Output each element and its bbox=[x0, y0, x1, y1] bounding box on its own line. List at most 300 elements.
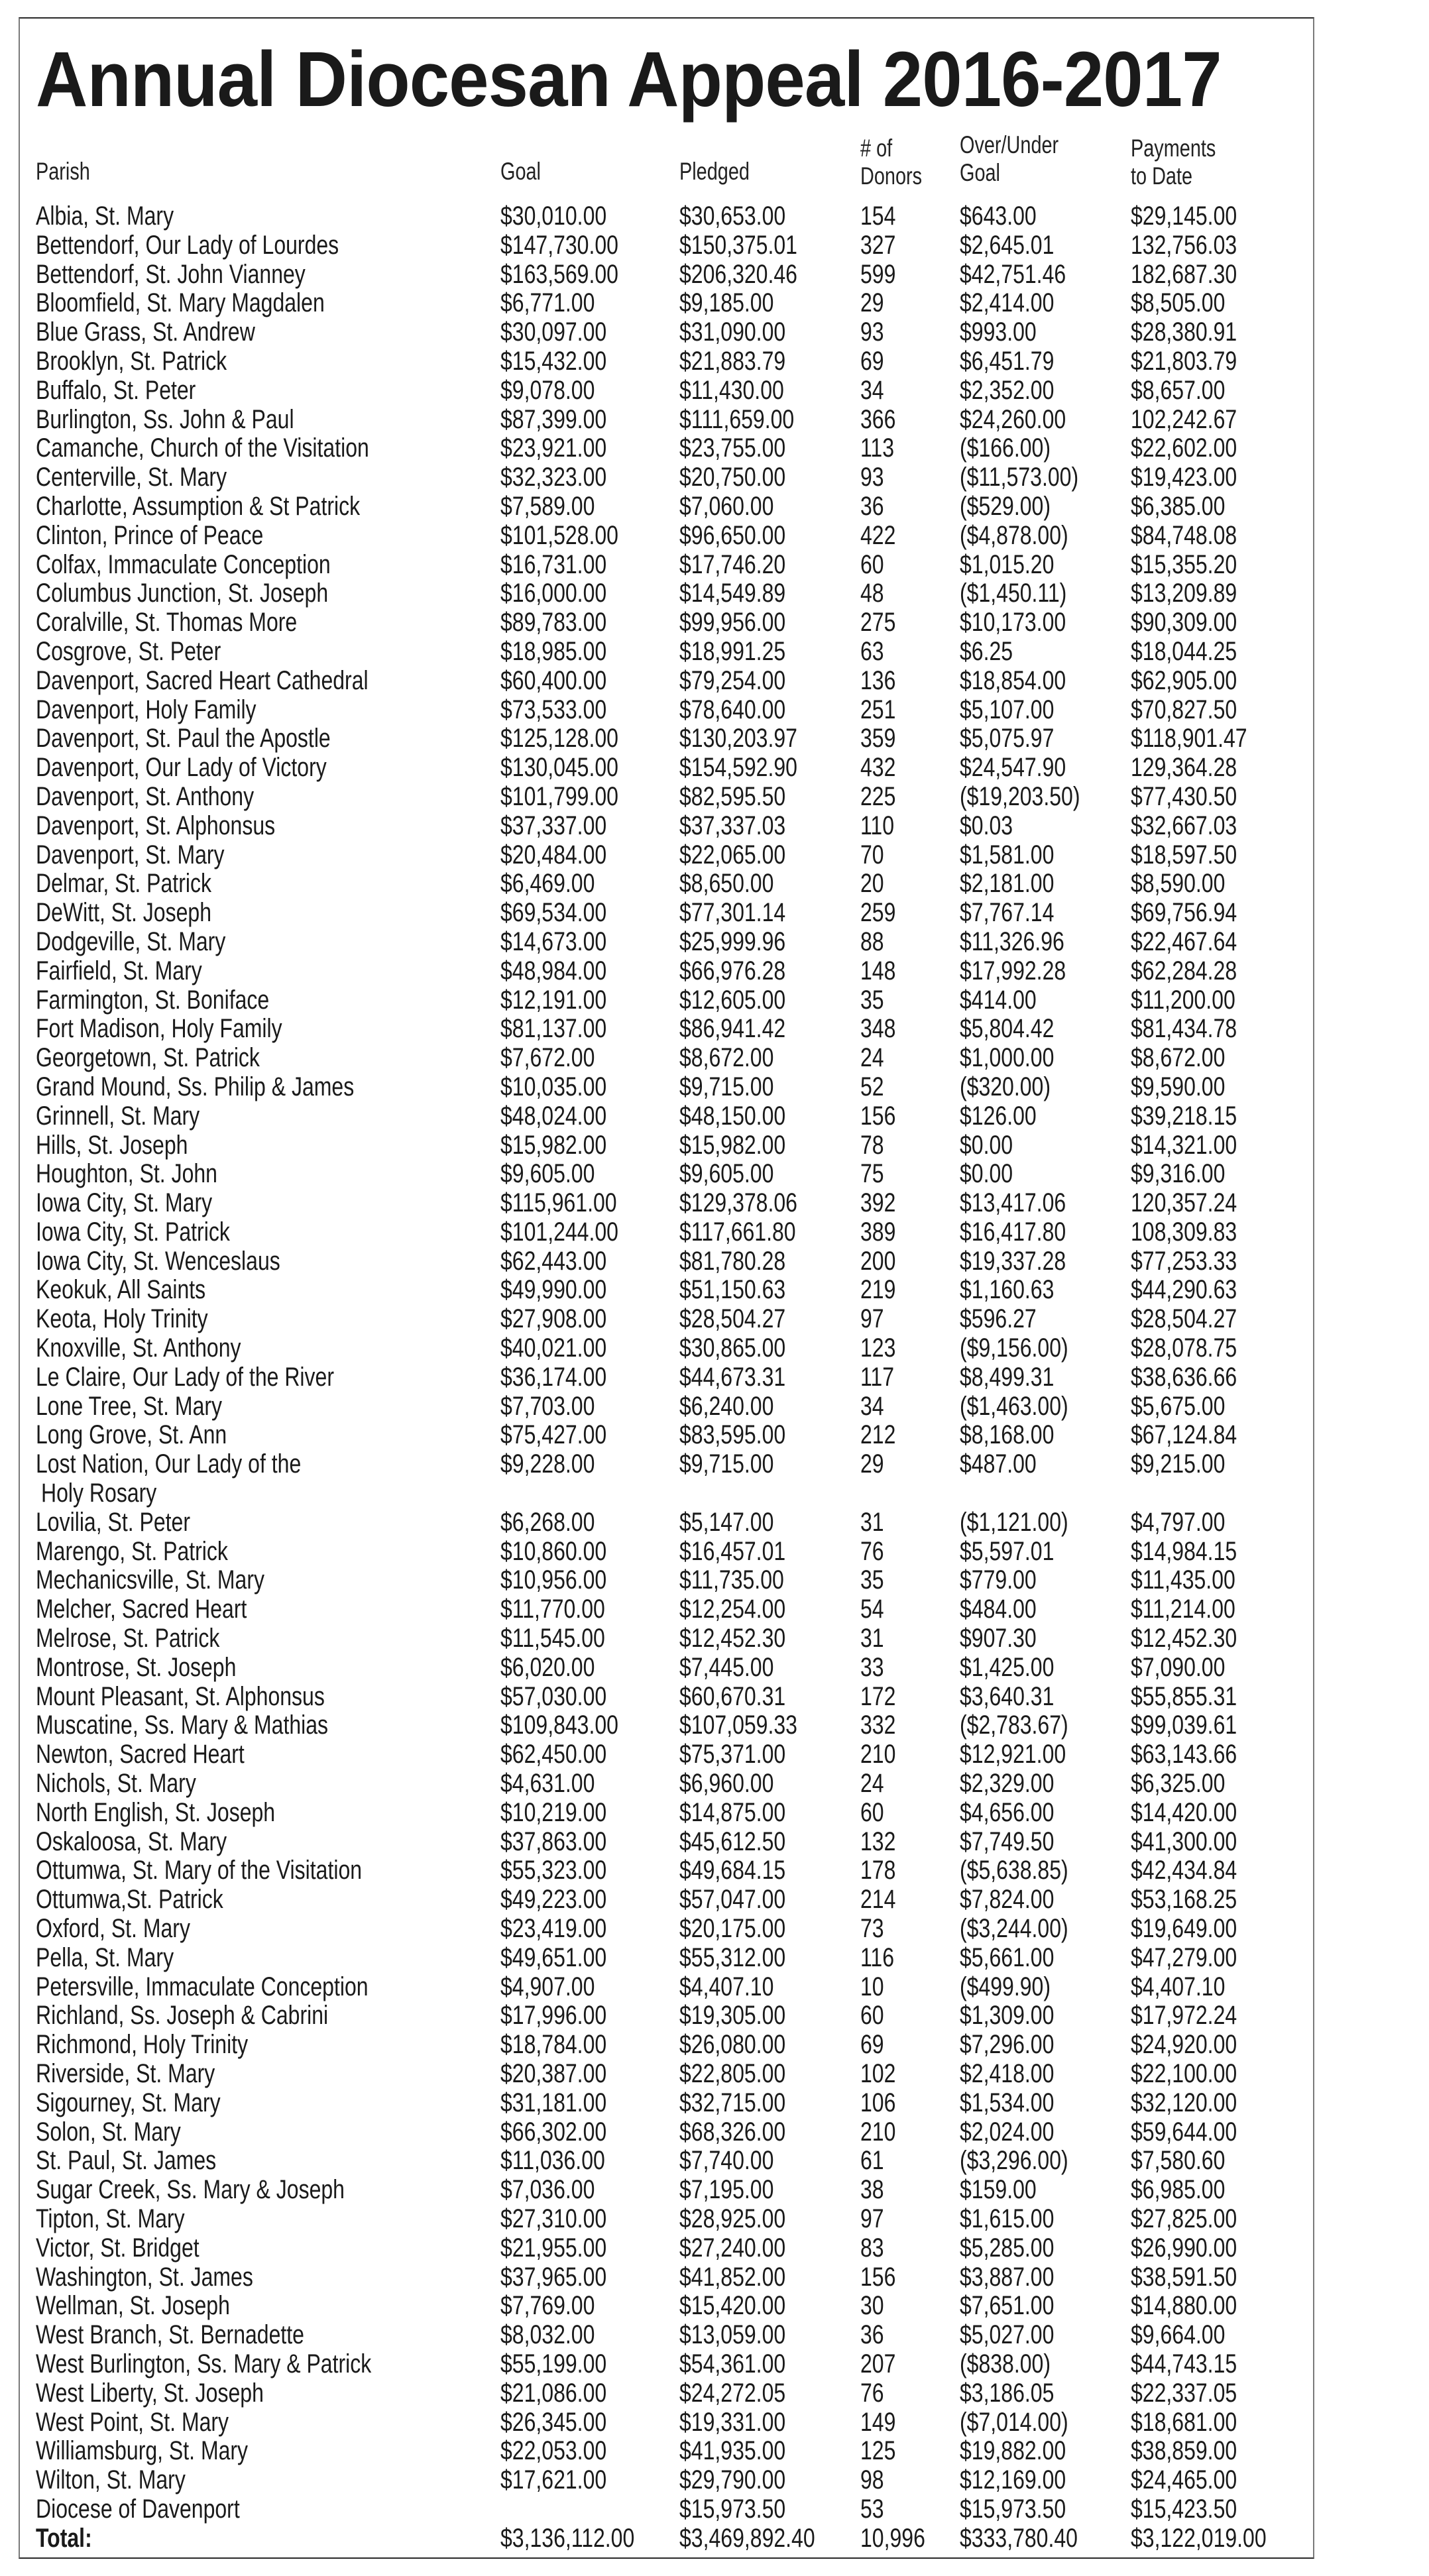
over-under-cell: ($5,638.85) bbox=[960, 1856, 1068, 1885]
over-under-cell: ($3,296.00) bbox=[960, 2146, 1068, 2176]
goal-cell: $31,181.00 bbox=[500, 2088, 607, 2117]
donors-cell: 259 bbox=[860, 898, 896, 928]
parish-cell: Fort Madison, Holy Family bbox=[36, 1014, 282, 1044]
over-under-cell: $2,181.00 bbox=[960, 869, 1055, 899]
payments-cell: $22,337.05 bbox=[1131, 2378, 1237, 2408]
table-row bbox=[0, 2466, 1429, 2495]
goal-cell: $49,990.00 bbox=[500, 1275, 607, 1305]
pledged-cell: $9,715.00 bbox=[679, 1449, 774, 1479]
pledged-cell: $20,175.00 bbox=[679, 1914, 786, 1944]
donors-cell: 154 bbox=[860, 201, 896, 231]
table-row bbox=[0, 1799, 1429, 1828]
payments-cell: $19,423.00 bbox=[1131, 463, 1237, 492]
over-under-cell: $24,547.90 bbox=[960, 753, 1066, 783]
donors-cell: 48 bbox=[860, 579, 884, 608]
goal-cell: $9,605.00 bbox=[500, 1159, 595, 1189]
payments-cell: 182,687.30 bbox=[1131, 259, 1237, 289]
payments-cell: $4,407.10 bbox=[1131, 1972, 1226, 2001]
parish-cell: Houghton, St. John bbox=[36, 1159, 217, 1189]
pledged-cell: $15,973.50 bbox=[679, 2494, 786, 2524]
parish-cell: Farmington, St. Boniface bbox=[36, 985, 270, 1015]
donors-cell: 10 bbox=[860, 1972, 884, 2001]
table-row bbox=[0, 1856, 1429, 1885]
donors-cell: 219 bbox=[860, 1275, 896, 1305]
goal-cell: $60,400.00 bbox=[500, 665, 607, 695]
pledged-cell: $78,640.00 bbox=[679, 695, 786, 724]
over-under-cell: $0.00 bbox=[960, 1159, 1013, 1189]
pledged-cell: $206,320.46 bbox=[679, 259, 797, 289]
payments-cell: $47,279.00 bbox=[1131, 1942, 1237, 1972]
over-under-cell: ($9,156.00) bbox=[960, 1333, 1068, 1363]
parish-cell: Washington, St. James bbox=[36, 2262, 253, 2292]
pledged-cell: $150,375.01 bbox=[679, 230, 797, 260]
table-row bbox=[0, 2234, 1429, 2263]
donors-cell: 61 bbox=[860, 2146, 884, 2176]
goal-cell: $7,672.00 bbox=[500, 1043, 595, 1073]
total-pledged: $3,469,892.40 bbox=[679, 2523, 815, 2553]
pledged-cell: $11,735.00 bbox=[679, 1565, 784, 1595]
over-under-cell: $8,168.00 bbox=[960, 1420, 1055, 1450]
donors-cell: 54 bbox=[860, 1595, 884, 1624]
donors-cell: 156 bbox=[860, 2262, 896, 2292]
over-under-cell: $779.00 bbox=[960, 1565, 1037, 1595]
parish-cell: Grinnell, St. Mary bbox=[36, 1101, 200, 1131]
pledged-cell: $55,312.00 bbox=[679, 1942, 786, 1972]
parish-cell: Davenport, Our Lady of Victory bbox=[36, 753, 327, 783]
table-row bbox=[0, 434, 1429, 463]
goal-cell: $69,534.00 bbox=[500, 898, 607, 928]
donors-cell: 172 bbox=[860, 1681, 896, 1711]
pledged-cell: $49,684.15 bbox=[679, 1856, 786, 1885]
table-row bbox=[0, 1247, 1429, 1276]
donors-cell: 123 bbox=[860, 1333, 896, 1363]
payments-cell: $7,090.00 bbox=[1131, 1652, 1226, 1682]
pledged-cell: $7,195.00 bbox=[679, 2175, 774, 2205]
goal-cell: $14,673.00 bbox=[500, 926, 607, 956]
parish-cell: Burlington, Ss. John & Paul bbox=[36, 404, 294, 434]
over-under-cell: ($11,573.00) bbox=[960, 463, 1079, 492]
pledged-cell: $7,445.00 bbox=[679, 1652, 774, 1682]
payments-cell: $24,920.00 bbox=[1131, 2030, 1237, 2060]
over-under-cell: $18,854.00 bbox=[960, 665, 1066, 695]
pledged-cell: $130,203.97 bbox=[679, 724, 797, 754]
table-row bbox=[0, 2060, 1429, 2089]
payments-cell: $28,078.75 bbox=[1131, 1333, 1237, 1363]
table-row bbox=[0, 463, 1429, 492]
goal-cell: $20,387.00 bbox=[500, 2059, 607, 2088]
pledged-cell: $12,254.00 bbox=[679, 1595, 786, 1624]
donors-cell: 20 bbox=[860, 869, 884, 899]
parish-cell: Riverside, St. Mary bbox=[36, 2059, 215, 2088]
goal-cell: $147,730.00 bbox=[500, 230, 618, 260]
over-under-cell: $1,309.00 bbox=[960, 2001, 1055, 2031]
header-pledged: Pledged bbox=[679, 158, 750, 185]
parish-cell: West Liberty, St. Joseph bbox=[36, 2378, 264, 2408]
parish-cell: Wellman, St. Joseph bbox=[36, 2291, 230, 2321]
pledged-cell: $6,240.00 bbox=[679, 1391, 774, 1421]
donors-cell: 69 bbox=[860, 2030, 884, 2060]
table-row bbox=[0, 1740, 1429, 1769]
payments-cell: $21,803.79 bbox=[1131, 346, 1237, 376]
pledged-cell: $14,875.00 bbox=[679, 1797, 786, 1827]
parish-cell: Ottumwa,St. Patrick bbox=[36, 1885, 223, 1915]
table-row bbox=[0, 783, 1429, 812]
table-row bbox=[0, 2408, 1429, 2437]
over-under-cell: $5,107.00 bbox=[960, 695, 1055, 724]
goal-cell: $130,045.00 bbox=[500, 753, 618, 783]
pledged-cell: $20,750.00 bbox=[679, 463, 786, 492]
goal-cell: $6,469.00 bbox=[500, 869, 595, 899]
payments-cell: $77,430.50 bbox=[1131, 781, 1237, 811]
donors-cell: 251 bbox=[860, 695, 896, 724]
goal-cell: $30,010.00 bbox=[500, 201, 607, 231]
payments-cell: $6,385.00 bbox=[1131, 491, 1226, 521]
payments-cell: $8,657.00 bbox=[1131, 375, 1226, 405]
table-row bbox=[0, 1885, 1429, 1915]
goal-cell: $16,000.00 bbox=[500, 579, 607, 608]
over-under-cell: ($1,121.00) bbox=[960, 1507, 1068, 1537]
payments-cell: $69,756.94 bbox=[1131, 898, 1237, 928]
donors-cell: 110 bbox=[860, 811, 895, 840]
table-row bbox=[0, 1363, 1429, 1392]
parish-cell: Keota, Holy Trinity bbox=[36, 1304, 208, 1334]
donors-cell: 432 bbox=[860, 753, 896, 783]
payments-cell: $63,143.66 bbox=[1131, 1740, 1237, 1769]
payments-cell: 129,364.28 bbox=[1131, 753, 1237, 783]
parish-cell: Oxford, St. Mary bbox=[36, 1914, 190, 1944]
goal-cell: $12,191.00 bbox=[500, 985, 607, 1015]
payments-cell: $44,743.15 bbox=[1131, 2349, 1237, 2379]
parish-cell: Iowa City, St. Wenceslaus bbox=[36, 1246, 280, 1276]
donors-cell: 83 bbox=[860, 2233, 884, 2263]
payments-cell: $81,434.78 bbox=[1131, 1014, 1237, 1044]
goal-cell: $23,921.00 bbox=[500, 433, 607, 463]
table-row bbox=[0, 492, 1429, 522]
over-under-cell: $19,882.00 bbox=[960, 2436, 1066, 2466]
donors-cell: 60 bbox=[860, 1797, 884, 1827]
parish-cell: Wilton, St. Mary bbox=[36, 2465, 186, 2495]
payments-cell: 132,756.03 bbox=[1131, 230, 1237, 260]
pledged-cell: $48,150.00 bbox=[679, 1101, 786, 1131]
parish-cell: Fairfield, St. Mary bbox=[36, 956, 202, 985]
donors-cell: 33 bbox=[860, 1652, 884, 1682]
payments-cell: $18,681.00 bbox=[1131, 2407, 1237, 2437]
goal-cell: $17,996.00 bbox=[500, 2001, 607, 2031]
donors-cell: 36 bbox=[860, 491, 884, 521]
goal-cell: $101,799.00 bbox=[500, 781, 618, 811]
payments-cell: $28,380.91 bbox=[1131, 317, 1237, 347]
parish-cell: Bloomfield, St. Mary Magdalen bbox=[36, 288, 325, 318]
payments-cell: $62,905.00 bbox=[1131, 665, 1237, 695]
parish-cell: Muscatine, Ss. Mary & Mathias bbox=[36, 1710, 329, 1740]
donors-cell: 125 bbox=[860, 2436, 896, 2466]
table-row bbox=[0, 2118, 1429, 2147]
goal-cell: $57,030.00 bbox=[500, 1681, 607, 1711]
pledged-cell: $129,378.06 bbox=[679, 1188, 797, 1218]
over-under-cell: $42,751.46 bbox=[960, 259, 1066, 289]
table-row bbox=[0, 638, 1429, 667]
over-under-cell: $2,024.00 bbox=[960, 2117, 1055, 2147]
goal-cell: $10,035.00 bbox=[500, 1072, 607, 1101]
payments-cell: $39,218.15 bbox=[1131, 1101, 1237, 1131]
over-under-cell: $0.03 bbox=[960, 811, 1013, 840]
donors-cell: 275 bbox=[860, 608, 896, 638]
parish-cell: Albia, St. Mary bbox=[36, 201, 174, 231]
parish-cell: Diocese of Davenport bbox=[36, 2494, 240, 2524]
table-row bbox=[0, 202, 1429, 231]
goal-cell: $11,036.00 bbox=[500, 2146, 605, 2176]
goal-cell: $15,982.00 bbox=[500, 1130, 607, 1160]
over-under-cell: $1,015.20 bbox=[960, 549, 1055, 579]
parish-cell: Coralville, St. Thomas More bbox=[36, 608, 298, 638]
donors-cell: 348 bbox=[860, 1014, 896, 1044]
payments-cell: $8,505.00 bbox=[1131, 288, 1226, 318]
donors-cell: 148 bbox=[860, 956, 896, 985]
payments-cell: $5,675.00 bbox=[1131, 1391, 1226, 1421]
parish-cell: Davenport, Sacred Heart Cathedral bbox=[36, 665, 369, 695]
payments-cell: $7,580.60 bbox=[1131, 2146, 1226, 2176]
goal-cell: $7,769.00 bbox=[500, 2291, 595, 2321]
parish-cell: Bettendorf, St. John Vianney bbox=[36, 259, 306, 289]
pledged-cell: $11,430.00 bbox=[679, 375, 784, 405]
pledged-cell: $15,420.00 bbox=[679, 2291, 786, 2321]
table-row bbox=[0, 579, 1429, 608]
over-under-cell: $643.00 bbox=[960, 201, 1037, 231]
over-under-cell: $126.00 bbox=[960, 1101, 1037, 1131]
over-under-cell: $596.27 bbox=[960, 1304, 1037, 1334]
pledged-cell: $23,755.00 bbox=[679, 433, 786, 463]
payments-cell: $13,209.89 bbox=[1131, 579, 1237, 608]
over-under-cell: $414.00 bbox=[960, 985, 1037, 1015]
pledged-cell: $7,740.00 bbox=[679, 2146, 774, 2176]
parish-cell: West Burlington, Ss. Mary & Patrick bbox=[36, 2349, 372, 2379]
donors-cell: 207 bbox=[860, 2349, 896, 2379]
parish-cell: Lone Tree, St. Mary bbox=[36, 1391, 223, 1421]
over-under-cell: ($4,878.00) bbox=[960, 520, 1068, 550]
over-under-cell: $2,418.00 bbox=[960, 2059, 1055, 2088]
page-title: Annual Diocesan Appeal 2016-2017 bbox=[36, 36, 1222, 123]
goal-cell: $9,078.00 bbox=[500, 375, 595, 405]
payments-cell: $11,200.00 bbox=[1131, 985, 1235, 1015]
payments-cell: $19,649.00 bbox=[1131, 1914, 1237, 1944]
table-row bbox=[0, 2176, 1429, 2205]
goal-cell: $20,484.00 bbox=[500, 840, 607, 869]
payments-cell: $27,825.00 bbox=[1131, 2204, 1237, 2233]
goal-cell: $6,771.00 bbox=[500, 288, 595, 318]
goal-cell: $49,223.00 bbox=[500, 1885, 607, 1915]
parish-cell: Melrose, St. Patrick bbox=[36, 1624, 220, 1653]
donors-cell: 29 bbox=[860, 1449, 884, 1479]
goal-cell: $18,784.00 bbox=[500, 2030, 607, 2060]
table-row bbox=[0, 1769, 1429, 1799]
donors-cell: 599 bbox=[860, 259, 896, 289]
payments-cell: $14,984.15 bbox=[1131, 1536, 1237, 1566]
over-under-cell: $19,337.28 bbox=[960, 1246, 1066, 1276]
over-under-cell: $5,804.42 bbox=[960, 1014, 1055, 1044]
payments-cell: $77,253.33 bbox=[1131, 1246, 1237, 1276]
over-under-cell: $907.30 bbox=[960, 1624, 1037, 1653]
payments-cell: $9,590.00 bbox=[1131, 1072, 1226, 1101]
payments-cell: $8,672.00 bbox=[1131, 1043, 1226, 1073]
over-under-cell: $3,186.05 bbox=[960, 2378, 1055, 2408]
goal-cell: $7,036.00 bbox=[500, 2175, 595, 2205]
table-row bbox=[0, 2379, 1429, 2408]
over-under-cell: $1,615.00 bbox=[960, 2204, 1055, 2233]
pledged-cell: $51,150.63 bbox=[679, 1275, 786, 1305]
parish-cell: Grand Mound, Ss. Philip & James bbox=[36, 1072, 355, 1101]
pledged-cell: $117,661.80 bbox=[679, 1217, 796, 1247]
payments-cell: $17,972.24 bbox=[1131, 2001, 1237, 2031]
payments-cell: $18,597.50 bbox=[1131, 840, 1237, 869]
donors-cell: 210 bbox=[860, 1740, 896, 1769]
table-row bbox=[0, 289, 1429, 318]
parish-cell: Richland, Ss. Joseph & Cabrini bbox=[36, 2001, 329, 2031]
pledged-cell: $5,147.00 bbox=[679, 1507, 774, 1537]
header-over-under-line2: Goal bbox=[960, 159, 1000, 186]
pledged-cell: $28,504.27 bbox=[679, 1304, 786, 1334]
total-row bbox=[0, 2524, 1429, 2553]
parish-cell: Blue Grass, St. Andrew bbox=[36, 317, 255, 347]
payments-cell: $62,284.28 bbox=[1131, 956, 1237, 985]
payments-cell: $118,901.47 bbox=[1131, 724, 1247, 754]
payments-cell: $9,215.00 bbox=[1131, 1449, 1226, 1479]
table-row bbox=[0, 1624, 1429, 1653]
header-goal: Goal bbox=[500, 158, 541, 185]
donors-cell: 75 bbox=[860, 1159, 884, 1189]
pledged-cell: $81,780.28 bbox=[679, 1246, 786, 1276]
table-row bbox=[0, 1131, 1429, 1160]
parish-cell: Centerville, St. Mary bbox=[36, 463, 227, 492]
goal-cell: $10,956.00 bbox=[500, 1565, 607, 1595]
goal-cell: $40,021.00 bbox=[500, 1333, 607, 1363]
goal-cell: $10,219.00 bbox=[500, 1797, 607, 1827]
payments-cell: $22,602.00 bbox=[1131, 433, 1237, 463]
over-under-cell: $11,326.96 bbox=[960, 926, 1064, 956]
goal-cell: $75,427.00 bbox=[500, 1420, 607, 1450]
table-row bbox=[0, 2350, 1429, 2379]
over-under-cell: $7,651.00 bbox=[960, 2291, 1055, 2321]
table-row bbox=[0, 1334, 1429, 1363]
pledged-cell: $8,650.00 bbox=[679, 869, 774, 899]
parish-cell: Charlotte, Assumption & St Patrick bbox=[36, 491, 361, 521]
payments-cell: $53,168.25 bbox=[1131, 1885, 1237, 1915]
pledged-cell: $45,612.50 bbox=[679, 1826, 786, 1856]
parish-cell: Iowa City, St. Patrick bbox=[36, 1217, 230, 1247]
payments-cell: $11,214.00 bbox=[1131, 1595, 1235, 1624]
pledged-cell: $86,941.42 bbox=[679, 1014, 786, 1044]
parish-cell: Clinton, Prince of Peace bbox=[36, 520, 264, 550]
donors-cell: 113 bbox=[860, 433, 895, 463]
donors-cell: 34 bbox=[860, 375, 884, 405]
donors-cell: 97 bbox=[860, 1304, 884, 1334]
pledged-cell: $79,254.00 bbox=[679, 665, 786, 695]
pledged-cell: $96,650.00 bbox=[679, 520, 786, 550]
parish-cell: Long Grove, St. Ann bbox=[36, 1420, 227, 1450]
parish-cell: Dodgeville, St. Mary bbox=[36, 926, 226, 956]
payments-cell: $14,420.00 bbox=[1131, 1797, 1237, 1827]
payments-cell: $32,667.03 bbox=[1131, 811, 1237, 840]
payments-cell: $70,827.50 bbox=[1131, 695, 1237, 724]
table-row-continuation bbox=[0, 1479, 1429, 1508]
donors-cell: 116 bbox=[860, 1942, 895, 1972]
donors-cell: 53 bbox=[860, 2494, 884, 2524]
donors-cell: 35 bbox=[860, 985, 884, 1015]
parish-cell: Petersville, Immaculate Conception bbox=[36, 1972, 369, 2001]
over-under-cell: ($1,450.11) bbox=[960, 579, 1067, 608]
table-row bbox=[0, 2001, 1429, 2031]
header-over-under-line1: Over/Under bbox=[960, 131, 1059, 158]
pledged-cell: $44,673.31 bbox=[679, 1362, 786, 1392]
payments-cell: $26,990.00 bbox=[1131, 2233, 1237, 2263]
parish-cell: Melcher, Sacred Heart bbox=[36, 1595, 247, 1624]
donors-cell: 63 bbox=[860, 636, 884, 666]
donors-cell: 31 bbox=[860, 1624, 884, 1653]
over-under-cell: ($529.00) bbox=[960, 491, 1051, 521]
parish-cell: Delmar, St. Patrick bbox=[36, 869, 211, 899]
parish-cell: Mount Pleasant, St. Alphonsus bbox=[36, 1681, 325, 1711]
pledged-cell: $32,715.00 bbox=[679, 2088, 786, 2117]
donors-cell: 149 bbox=[860, 2407, 896, 2437]
parish-cell: Knoxville, St. Anthony bbox=[36, 1333, 241, 1363]
donors-cell: 73 bbox=[860, 1914, 884, 1944]
parish-cell: Williamsburg, St. Mary bbox=[36, 2436, 249, 2466]
pledged-cell: $54,361.00 bbox=[679, 2349, 786, 2379]
table-row bbox=[0, 376, 1429, 406]
pledged-cell: $22,065.00 bbox=[679, 840, 786, 869]
payments-cell: $67,124.84 bbox=[1131, 1420, 1237, 1450]
parish-cell: Lost Nation, Our Lady of the bbox=[36, 1449, 302, 1479]
goal-cell: $89,783.00 bbox=[500, 608, 607, 638]
donors-cell: 70 bbox=[860, 840, 884, 869]
goal-cell: $62,443.00 bbox=[500, 1246, 607, 1276]
table-row bbox=[0, 1160, 1429, 1189]
table-row bbox=[0, 406, 1429, 435]
table-row bbox=[0, 841, 1429, 870]
goal-cell: $16,731.00 bbox=[500, 549, 607, 579]
parish-cell: Georgetown, St. Patrick bbox=[36, 1043, 260, 1073]
goal-cell: $55,323.00 bbox=[500, 1856, 607, 1885]
goal-cell: $21,955.00 bbox=[500, 2233, 607, 2263]
pledged-cell: $26,080.00 bbox=[679, 2030, 786, 2060]
over-under-cell: $5,027.00 bbox=[960, 2320, 1055, 2350]
table-row bbox=[0, 2437, 1429, 2466]
goal-cell: $17,621.00 bbox=[500, 2465, 607, 2495]
donors-cell: 200 bbox=[860, 1246, 896, 1276]
payments-cell: $15,355.20 bbox=[1131, 549, 1237, 579]
donors-cell: 210 bbox=[860, 2117, 896, 2147]
donors-cell: 60 bbox=[860, 2001, 884, 2031]
donors-cell: 102 bbox=[860, 2059, 896, 2088]
pledged-cell: $12,605.00 bbox=[679, 985, 786, 1015]
goal-cell: $48,024.00 bbox=[500, 1101, 607, 1131]
payments-cell: 108,309.83 bbox=[1131, 1217, 1237, 1247]
donors-cell: 212 bbox=[860, 1420, 896, 1450]
over-under-cell: $7,824.00 bbox=[960, 1885, 1055, 1915]
over-under-cell: ($838.00) bbox=[960, 2349, 1051, 2379]
payments-cell: $84,748.08 bbox=[1131, 520, 1237, 550]
over-under-cell: $5,597.01 bbox=[960, 1536, 1055, 1566]
table-row bbox=[0, 551, 1429, 580]
goal-cell: $62,450.00 bbox=[500, 1740, 607, 1769]
goal-cell: $49,651.00 bbox=[500, 1942, 607, 1972]
parish-cell: Sugar Creek, Ss. Mary & Joseph bbox=[36, 2175, 345, 2205]
pledged-cell: $41,852.00 bbox=[679, 2262, 786, 2292]
table-row bbox=[0, 724, 1429, 754]
payments-cell: $32,120.00 bbox=[1131, 2088, 1237, 2117]
goal-cell: $6,020.00 bbox=[500, 1652, 595, 1682]
donors-cell: 225 bbox=[860, 781, 896, 811]
table-body bbox=[0, 202, 1429, 2553]
